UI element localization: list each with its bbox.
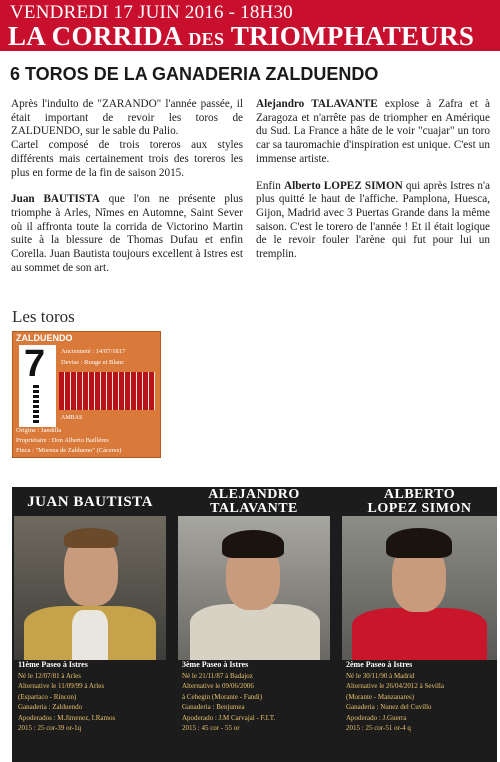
card-anciennete: Ancienneté : 14/07/1817: [61, 348, 126, 355]
ear-marks-icon: [59, 372, 155, 410]
card-amblas: AMBAS: [61, 415, 83, 421]
event-date: VENDREDI 17 JUIN 2016 - 18H30: [10, 2, 293, 23]
card-origine: Origine : Jandilla: [16, 427, 62, 434]
article-paragraph: Enfin Alberto LOPEZ SIMON qui après Istres n'a plus quitté le haut de l'affiche. Pamplona, Huesca, Gijon, Madrid avec 3 Puertas Grande dans la même saison. C'est le torero de l'année ! Et il était logique de le revoir fouler l'arène qui fut pour lui un tremplin.: [256, 179, 490, 261]
brand-mark-icon: [33, 385, 39, 425]
torero-info: 11ème Paseo à Istres Né le 12/07/81 à Arles Alternative le 11/09/99 à Arles (Espartaco - Rincon) Ganaderia : Zalduendo Apoderados : M.Jimenez, I.Ramos 2015 : 25 cor-39 or-1q: [18, 660, 116, 732]
header-banner: [0, 0, 500, 51]
toros-heading: Les toros: [12, 307, 75, 326]
card-proprietaire: Propriétaire : Don Alberto Baillères: [16, 437, 109, 444]
torero-name: ALBERTO LOPEZ SIMON: [367, 487, 472, 516]
torero-photo: [14, 516, 166, 660]
article-column-left: [11, 98, 243, 288]
brand-number: 7: [24, 343, 46, 385]
torero-info: 3ème Paseo à Istres Né le 21/11/87 à Badajoz Alternative le 09/06/2006 à Cehegin (Morante - Fandi) Ganaderia : Benjumea Apoderado : J.M Carvajal - F.I.T. 2015 : 45 cor - 55 or: [182, 660, 276, 732]
card-devise: Devise : Rouge et Blanc: [61, 359, 125, 366]
brand-box: [19, 345, 56, 427]
torero-name: ALEJANDRO TALAVANTE: [208, 487, 300, 516]
article-paragraph: Après l'indulto de "ZARANDO" l'année passée, il était important de revoir les toros de ZALDUENDO, sur le sable du Palio. Cartel composé de trois toreros aux styles différents mais certainement trois des toreros les plus en forme de la fin de saison 2015.: [11, 98, 243, 179]
torero-photo: [178, 516, 330, 660]
article-subtitle: 6 TOROS DE LA GANADERIA ZALDUENDO: [10, 64, 379, 84]
torero-photo: [342, 516, 497, 660]
article-paragraph: Juan BAUTISTA que l'on ne présente plus triomphe à Arles, Nîmes en Automne, Saint Sever où il affronta toute la corrida de Victorino Martin suite à la blessure de Thomas Dufau et enfin Corella. Juan Bautista toujours excellent à Istres est au sommet de son art.: [11, 193, 243, 274]
torero-name: JUAN BAUTISTA: [27, 494, 153, 510]
article-paragraph: Alejandro TALAVANTE explose à Zafra et à Zaragoza et n'arrête pas de triompher en Amérique du Sud. La France a hâte de le voir "cuajar" un toro car sa tauromachie d'inspiration est unique. C'est un immense artiste.: [256, 98, 490, 165]
event-title: LA CORRIDA DES TRIOMPHATEURS: [8, 21, 475, 51]
torero-info: 2ème Paseo à Istres Né le 30/11/90 à Madrid Alternative le 26/04/2012 à Sevilla (Morante - Manzanares) Ganaderia : Nunez del Cuvillo Apoderado : J.Guerra 2015 : 25 cor-51 or-4 q: [346, 660, 444, 732]
ganaderia-card: [12, 331, 161, 458]
ganaderia-name: ZALDUENDO: [16, 333, 73, 343]
article-column-right: [256, 98, 490, 275]
card-finca: Finca : "Morena de Zaldueno" (Cáceres): [16, 447, 122, 454]
